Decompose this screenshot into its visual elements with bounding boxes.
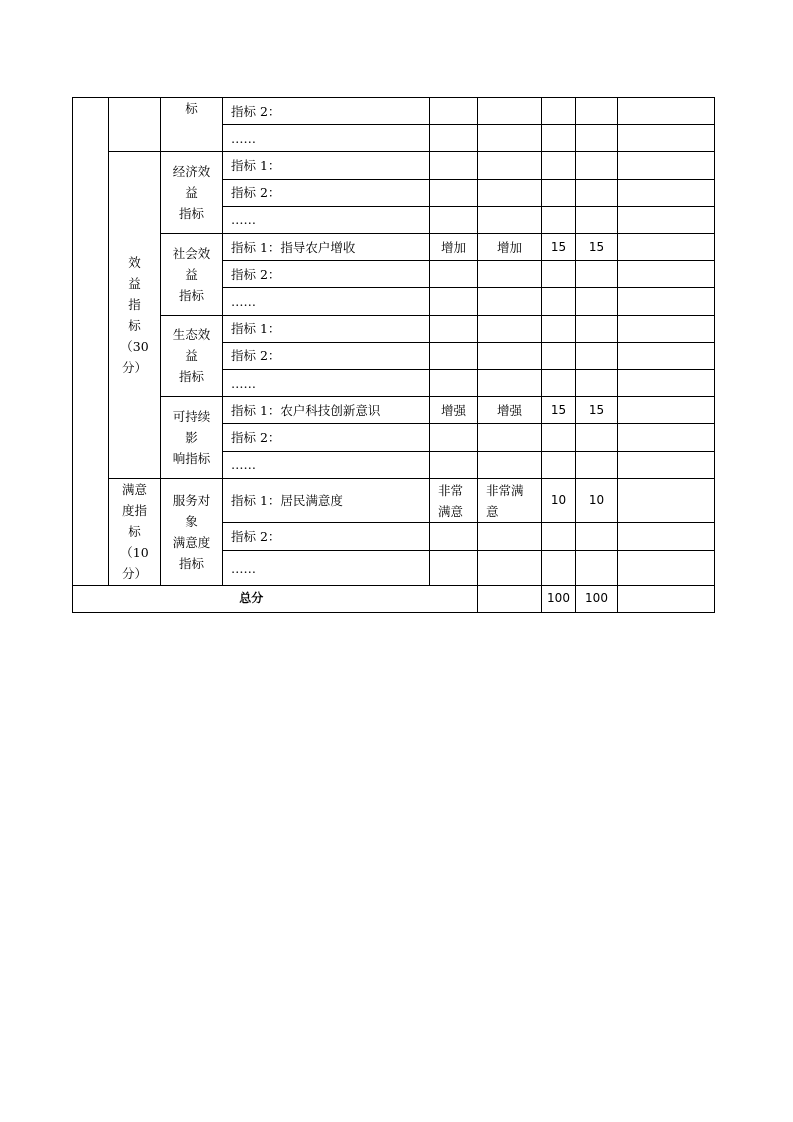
target-cell xyxy=(430,342,478,369)
score-cell xyxy=(576,424,618,451)
actual-cell xyxy=(478,152,542,179)
indicator-cell: 指标 1： xyxy=(223,152,430,179)
table-row xyxy=(73,234,715,261)
total-weight: 100 xyxy=(542,585,576,612)
note-cell xyxy=(618,261,715,288)
weight-cell xyxy=(542,206,576,233)
actual-cell xyxy=(478,125,542,152)
actual-cell xyxy=(478,342,542,369)
actual-cell xyxy=(478,288,542,315)
weight-cell xyxy=(542,370,576,397)
benefit-indicator-category: 效 益 指 标 （30 分） xyxy=(109,152,161,478)
note-cell xyxy=(618,98,715,125)
weight-cell: 15 xyxy=(542,397,576,424)
target-cell xyxy=(430,261,478,288)
weight-cell xyxy=(542,342,576,369)
indicator-cell: 指标 2： xyxy=(223,424,430,451)
weight-cell xyxy=(542,523,576,551)
indicator-cell: 指标 2： xyxy=(223,261,430,288)
prev-subcategory-cell: 标 xyxy=(161,98,223,152)
actual-cell xyxy=(478,98,542,125)
weight-cell xyxy=(542,451,576,478)
note-cell xyxy=(618,478,715,523)
score-cell xyxy=(576,125,618,152)
sustainable-impact-subcategory: 可持续 影 响指标 xyxy=(161,397,223,479)
outer-level-cell xyxy=(73,98,109,586)
target-cell xyxy=(430,424,478,451)
note-cell xyxy=(618,234,715,261)
score-cell xyxy=(576,98,618,125)
target-cell: 增强 xyxy=(430,397,478,424)
social-benefit-subcategory: 社会效 益 指标 xyxy=(161,234,223,316)
actual-cell xyxy=(478,179,542,206)
indicator-cell: …… xyxy=(223,451,430,478)
weight-cell xyxy=(542,424,576,451)
score-cell xyxy=(576,523,618,551)
score-cell xyxy=(576,288,618,315)
target-cell xyxy=(430,370,478,397)
note-cell xyxy=(618,342,715,369)
performance-indicator-table xyxy=(72,97,715,613)
indicator-cell: 指标 1：指导农户增收 xyxy=(223,234,430,261)
table-row xyxy=(73,315,715,342)
actual-cell: 增加 xyxy=(478,234,542,261)
indicator-cell: 指标 2： xyxy=(223,98,430,125)
note-cell xyxy=(618,206,715,233)
total-label: 总分 xyxy=(73,585,430,612)
note-cell xyxy=(618,397,715,424)
target-cell xyxy=(430,288,478,315)
indicator-cell: 指标 1：居民满意度 xyxy=(223,478,430,523)
score-cell: 15 xyxy=(576,397,618,424)
actual-cell xyxy=(478,551,542,585)
target-cell xyxy=(430,98,478,125)
note-cell xyxy=(618,551,715,585)
target-cell: 非常 满意 xyxy=(430,478,478,523)
target-cell xyxy=(430,451,478,478)
note-cell xyxy=(618,288,715,315)
target-cell xyxy=(430,523,478,551)
note-cell xyxy=(618,424,715,451)
target-cell xyxy=(430,152,478,179)
score-cell xyxy=(576,370,618,397)
target-cell xyxy=(430,206,478,233)
target-cell xyxy=(430,125,478,152)
total-score: 100 xyxy=(576,585,618,612)
actual-cell xyxy=(478,261,542,288)
note-cell xyxy=(618,451,715,478)
table-row xyxy=(73,98,715,125)
score-cell xyxy=(576,261,618,288)
score-cell xyxy=(576,551,618,585)
note-cell xyxy=(618,315,715,342)
target-cell xyxy=(430,179,478,206)
score-cell xyxy=(576,179,618,206)
score-cell xyxy=(576,315,618,342)
note-cell xyxy=(618,125,715,152)
prev-category-cell xyxy=(109,98,161,152)
score-cell xyxy=(576,152,618,179)
note-cell xyxy=(618,523,715,551)
satisfaction-indicator-category: 满意 度指 标 （10 分） xyxy=(109,478,161,585)
weight-cell xyxy=(542,179,576,206)
target-cell xyxy=(430,551,478,585)
note-cell xyxy=(618,152,715,179)
ecological-benefit-subcategory: 生态效 益 指标 xyxy=(161,315,223,397)
table-row xyxy=(73,478,715,523)
table-row xyxy=(73,152,715,179)
total-empty-cell xyxy=(430,585,478,612)
target-cell: 增加 xyxy=(430,234,478,261)
weight-cell xyxy=(542,152,576,179)
weight-cell xyxy=(542,98,576,125)
actual-cell: 非常满 意 xyxy=(478,478,542,523)
weight-cell: 10 xyxy=(542,478,576,523)
indicator-cell: …… xyxy=(223,551,430,585)
actual-cell xyxy=(478,315,542,342)
economic-benefit-subcategory: 经济效 益 指标 xyxy=(161,152,223,234)
weight-cell xyxy=(542,125,576,152)
indicator-cell: …… xyxy=(223,288,430,315)
actual-cell xyxy=(478,370,542,397)
actual-cell: 增强 xyxy=(478,397,542,424)
score-cell xyxy=(576,206,618,233)
indicator-cell: …… xyxy=(223,125,430,152)
weight-cell xyxy=(542,315,576,342)
indicator-cell: 指标 2： xyxy=(223,179,430,206)
actual-cell xyxy=(478,523,542,551)
weight-cell xyxy=(542,288,576,315)
actual-cell xyxy=(478,424,542,451)
actual-cell xyxy=(478,206,542,233)
score-cell xyxy=(576,342,618,369)
table-row xyxy=(73,397,715,424)
score-cell: 10 xyxy=(576,478,618,523)
indicator-cell: 指标 1：农户科技创新意识 xyxy=(223,397,430,424)
indicator-cell: 指标 2： xyxy=(223,342,430,369)
indicator-cell: …… xyxy=(223,206,430,233)
indicator-cell: 指标 1： xyxy=(223,315,430,342)
total-note xyxy=(618,585,715,612)
weight-cell: 15 xyxy=(542,234,576,261)
service-satisfaction-subcategory: 服务对 象 满意度 指标 xyxy=(161,478,223,585)
note-cell xyxy=(618,370,715,397)
actual-cell xyxy=(478,451,542,478)
total-row xyxy=(73,585,715,612)
weight-cell xyxy=(542,551,576,585)
score-cell xyxy=(576,451,618,478)
score-cell: 15 xyxy=(576,234,618,261)
target-cell xyxy=(430,315,478,342)
indicator-cell: …… xyxy=(223,370,430,397)
weight-cell xyxy=(542,261,576,288)
indicator-cell: 指标 2： xyxy=(223,523,430,551)
total-actual-cell xyxy=(478,585,542,612)
note-cell xyxy=(618,179,715,206)
